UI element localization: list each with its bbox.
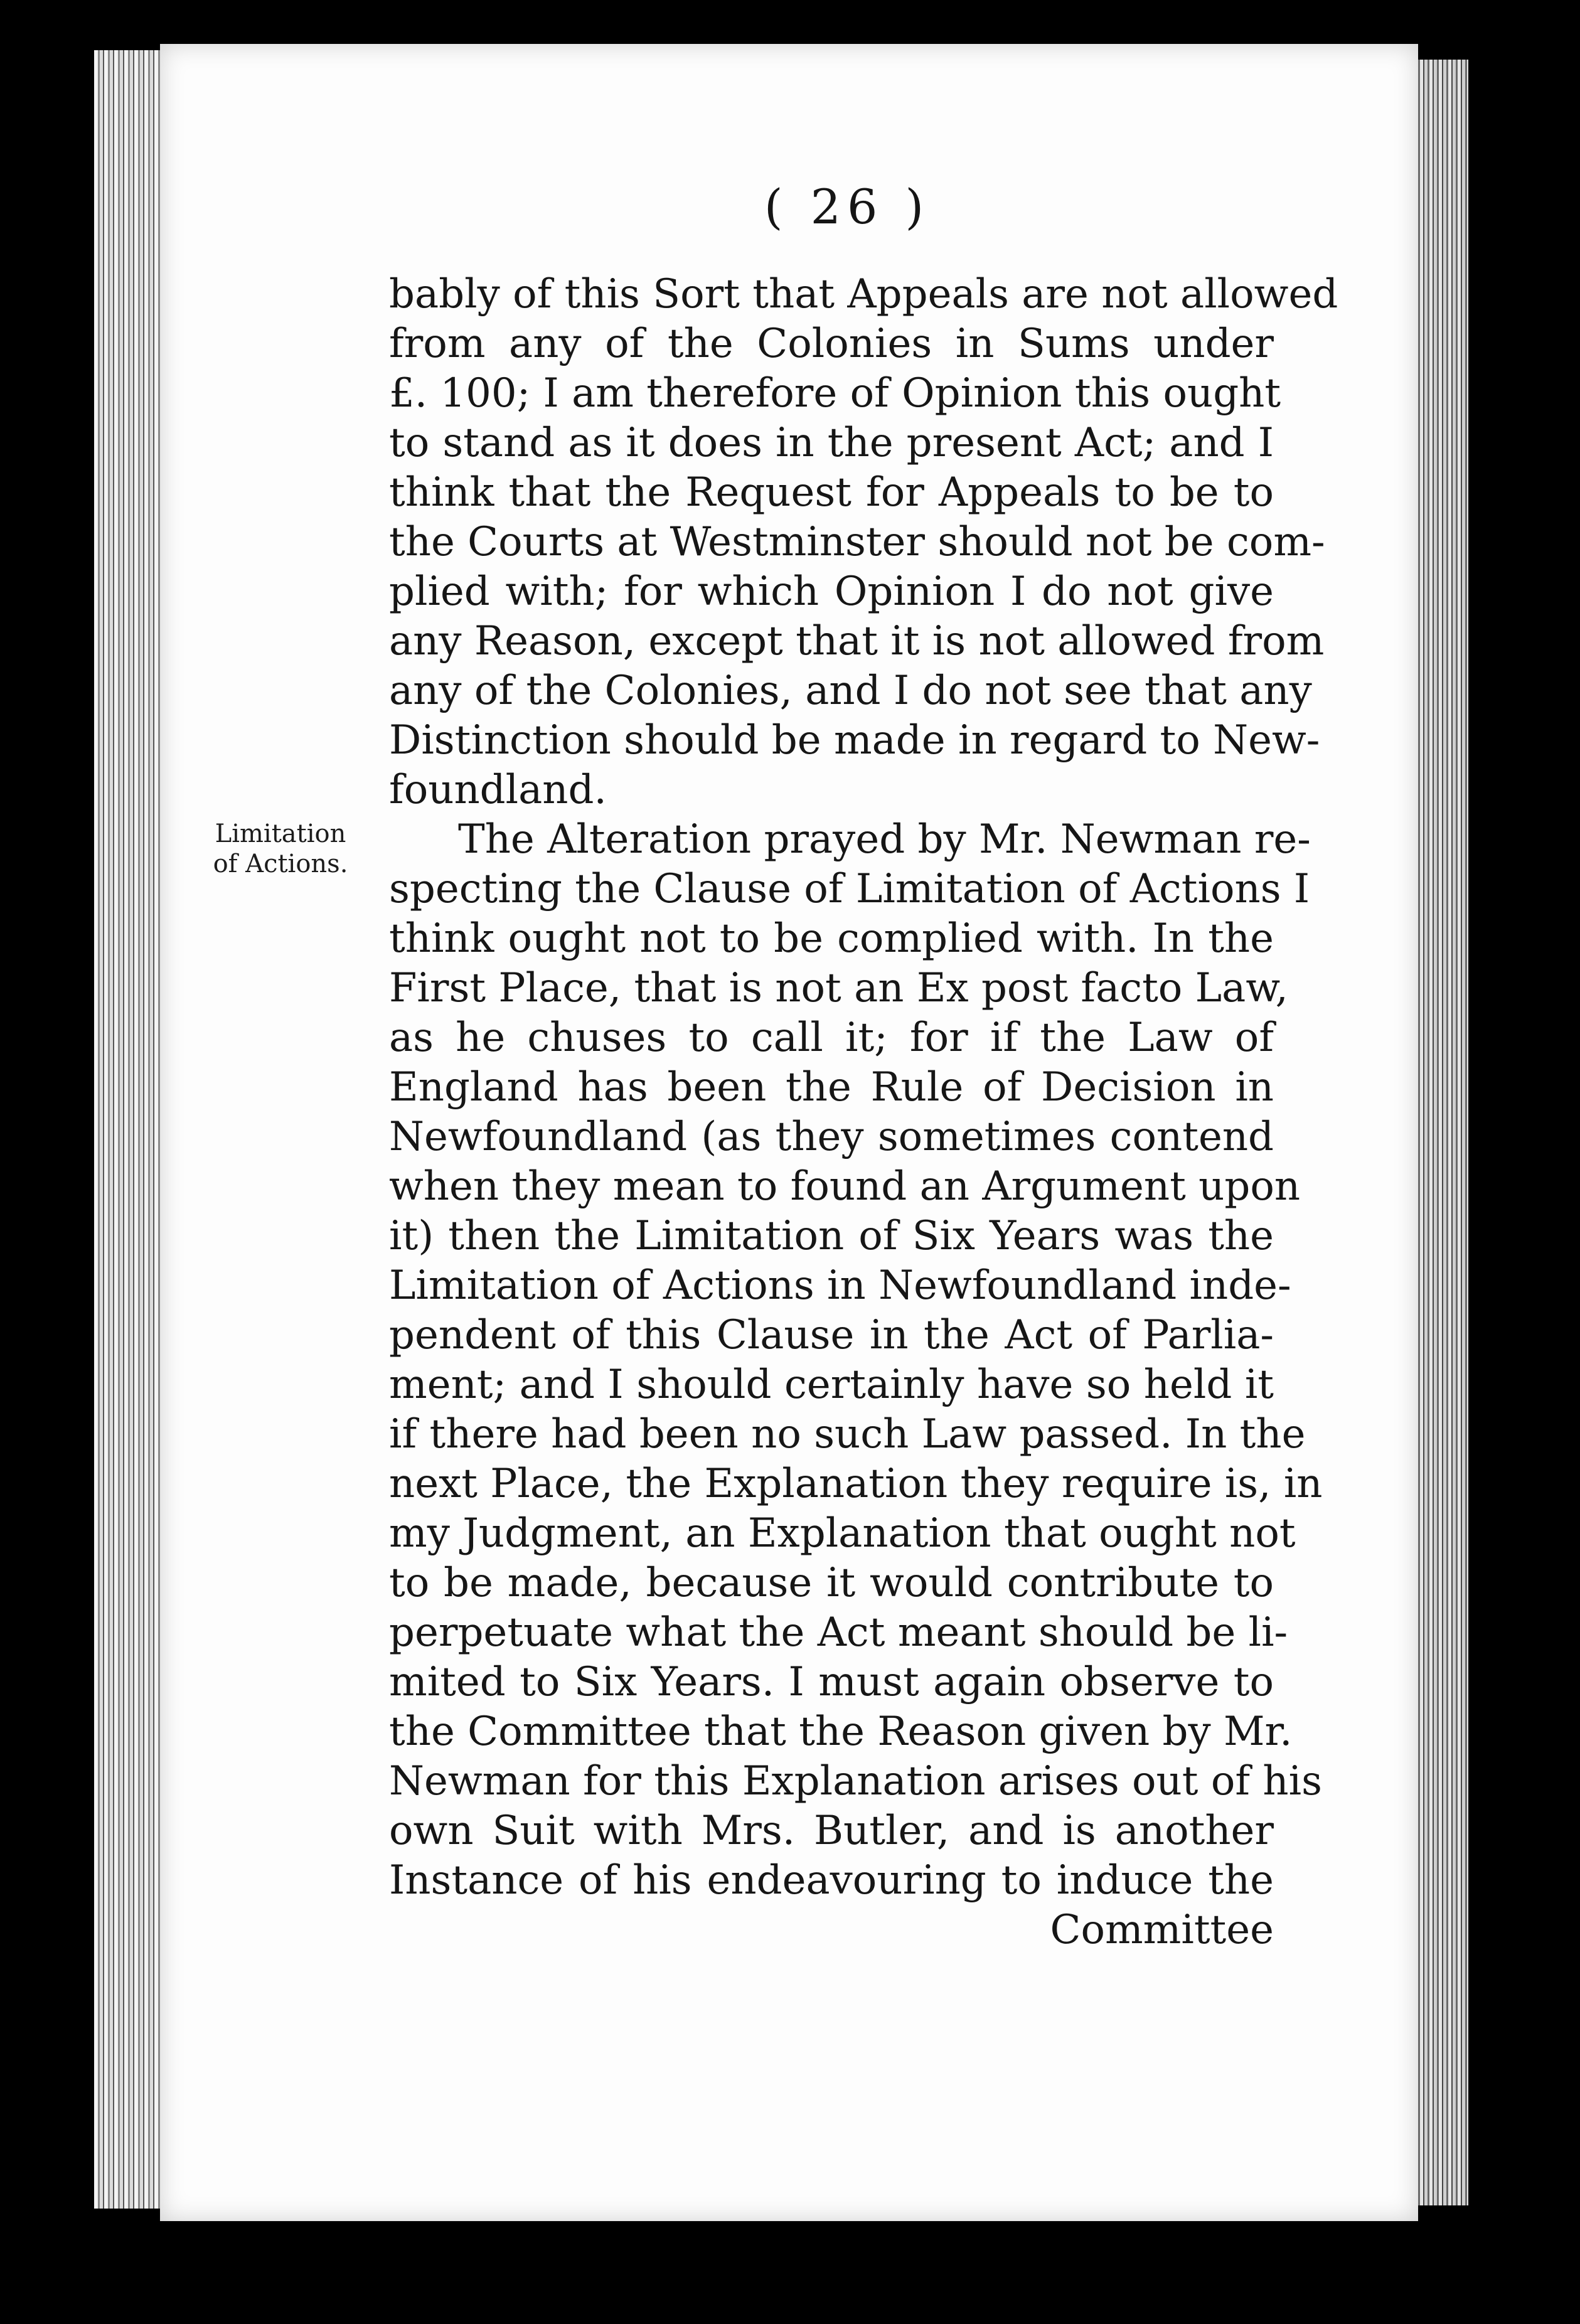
text-line: First Place, that is not an Ex post facto Law, [389,965,1288,1011]
text-line: when they mean to found an Argument upon [389,1163,1301,1210]
text-line: think ought not to be complied with. In the [389,915,1274,962]
book-spine-left [94,50,163,2209]
text-line: the Courts at Westminster should not be com- [389,519,1325,565]
text-line: plied with; for which Opinion I do not give [389,568,1274,615]
text-line: if there had been no such Law passed. In the [389,1411,1306,1458]
text-line: perpetuate what the Act meant should be li- [389,1609,1288,1656]
text-line: from any of the Colonies in Sums under [389,321,1274,367]
margin-note-line: of Actions. [213,850,348,878]
text-line: my Judgment, an Explanation that ought not [389,1510,1296,1557]
margin-note [196,819,365,879]
text-line: Newfoundland (as they sometimes contend [389,1114,1274,1160]
text-line: as he chuses to call it; for if the Law of [389,1015,1274,1061]
text-line: bably of this Sort that Appeals are not allowed [389,271,1338,317]
text-line: any of the Colonies, and I do not see that any [389,668,1312,714]
text-line: ment; and I should certainly have so held it [389,1362,1274,1408]
text-line: mited to Six Years. I must again observe to [389,1659,1274,1705]
body-text [389,270,1338,1955]
text-line: The Alteration prayed by Mr. Newman re- [458,816,1311,863]
text-line: to stand as it does in the present Act; and I [389,420,1274,466]
text-line: England has been the Rule of Decision in [389,1064,1274,1111]
text-line: Limitation of Actions in Newfoundland inde- [389,1262,1291,1309]
text-line: foundland. [389,767,607,813]
text-line: think that the Request for Appeals to be to [389,469,1274,516]
text-line: it) then the Limitation of Six Years was the [389,1213,1274,1259]
text-line: the Committee that the Reason given by Mr. [389,1708,1293,1755]
text-line: Distinction should be made in regard to New- [389,717,1320,764]
margin-note-line: Limitation [215,819,346,848]
page-number: ( 26 ) [764,179,931,235]
text-line: specting the Clause of Limitation of Actions I [389,866,1310,912]
text-line: next Place, the Explanation they require is, in [389,1461,1323,1507]
text-line: £. 100; I am therefore of Opinion this ought [389,370,1281,417]
page-edges-right [1415,60,1468,2205]
text-line: to be made, because it would contribute to [389,1560,1274,1606]
text-line: Newman for this Explanation arises out of his [389,1758,1322,1804]
text-line: any Reason, except that it is not allowed from [389,618,1325,664]
text-line: Instance of his endeavouring to induce the [389,1857,1274,1904]
catchword: Committee [1050,1907,1274,1953]
text-line: pendent of this Clause in the Act of Parlia- [389,1312,1274,1358]
text-line: own Suit with Mrs. Butler, and is another [389,1808,1274,1854]
